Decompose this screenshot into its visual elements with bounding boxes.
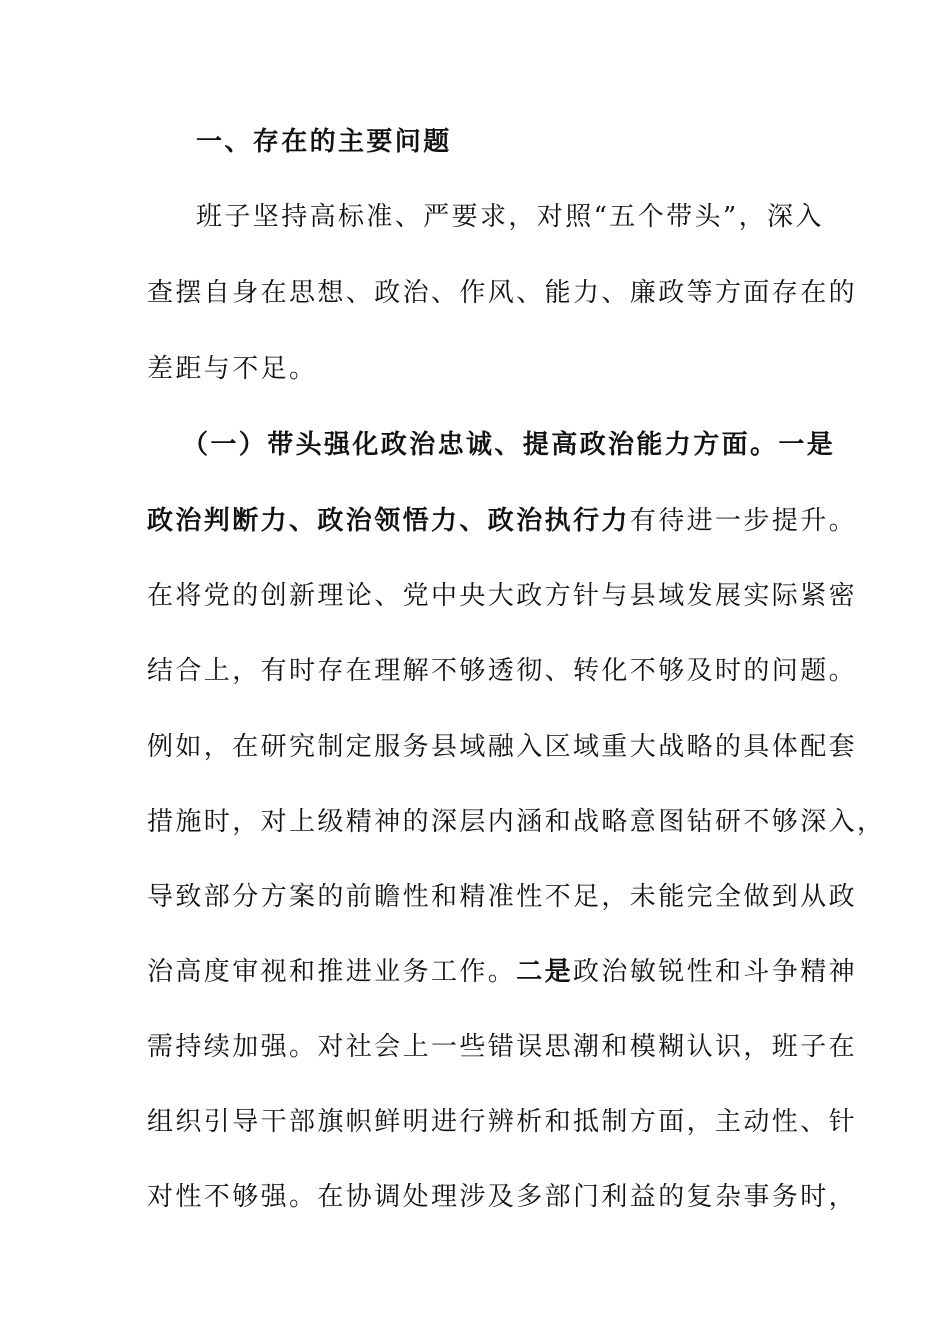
text-run: 有待进一步提升。: [629, 506, 858, 536]
paragraph-line: [147, 952, 858, 992]
paragraph-line: 在将党的创新理论、党中央大政方针与县域发展实际紧密: [147, 581, 858, 611]
subsection-heading: （一）带头强化政治忠诚、提高政治能力方面。一是: [182, 430, 836, 460]
bold-phrase: 政治判断力、政治领悟力、政治执行力: [147, 506, 630, 536]
text-run: 治高度审视和推进业务工作。: [147, 957, 517, 987]
paragraph-line: 班子坚持高标准、严要求，对照“五个带头”，深入: [196, 202, 824, 232]
paragraph-line: 例如，在研究制定服务县域融入区域重大战略的具体配套: [147, 732, 858, 762]
paragraph-line: 结合上，有时存在理解不够透彻、转化不够及时的问题。: [147, 656, 858, 686]
paragraph-line: 组织引导干部旗帜鲜明进行辨析和抵制方面，主动性、针: [147, 1107, 858, 1137]
section-heading: 一、存在的主要问题: [196, 127, 452, 157]
paragraph-line: 需持续加强。对社会上一些错误思潮和模糊认识，班子在: [147, 1032, 858, 1062]
paragraph-line: 对性不够强。在协调处理涉及多部门利益的复杂事务时，: [147, 1182, 858, 1212]
paragraph-line: 导致部分方案的前瞻性和精准性不足，未能完全做到从政: [147, 882, 858, 912]
bold-phrase: 二是: [516, 957, 574, 987]
paragraph-line: [147, 501, 858, 541]
paragraph-line: 措施时，对上级精神的深层内涵和战略意图钻研不够深入，: [147, 807, 886, 837]
text-run: 政治敏锐性和斗争精神: [573, 957, 858, 987]
paragraph-line: 差距与不足。: [147, 354, 318, 384]
paragraph-line: 查摆自身在思想、政治、作风、能力、廉政等方面存在的: [147, 278, 858, 308]
